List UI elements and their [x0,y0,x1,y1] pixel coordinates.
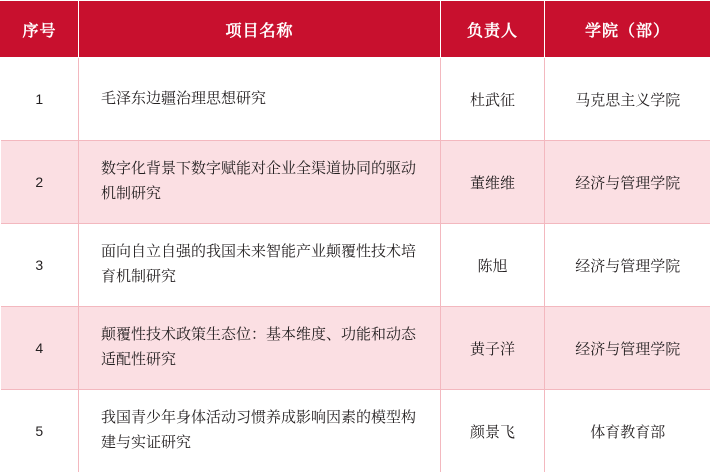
cell-index: 3 [1,224,79,307]
cell-leader: 董维维 [441,141,545,224]
table-header [1,1,710,58]
cell-college: 体育教育部 [545,390,710,472]
cell-leader: 陈旭 [441,224,545,307]
cell-index: 2 [1,141,79,224]
cell-college: 经济与管理学院 [545,307,710,390]
cell-leader: 颜景飞 [441,390,545,472]
cell-index: 5 [1,390,79,472]
cell-project-name: 面向自立自强的我国未来智能产业颠覆性技术培育机制研究 [79,224,441,307]
table-row [1,307,710,390]
cell-project-name: 我国青少年身体活动习惯养成影响因素的模型构建与实证研究 [79,390,441,472]
cell-project-name: 数字化背景下数字赋能对企业全渠道协同的驱动机制研究 [79,141,441,224]
cell-leader: 黄子洋 [441,307,545,390]
table-body [1,58,710,472]
cell-project-name: 颠覆性技术政策生态位：基本维度、功能和动态适配性研究 [79,307,441,390]
cell-college: 马克思主义学院 [545,58,710,141]
column-header-index: 序号 [1,1,79,58]
table-header-row [1,1,710,58]
cell-college: 经济与管理学院 [545,141,710,224]
column-header-project-name: 项目名称 [79,1,441,58]
table-row [1,141,710,224]
column-header-college: 学院（部） [545,1,710,58]
cell-leader: 杜武征 [441,58,545,141]
cell-college: 经济与管理学院 [545,224,710,307]
column-header-leader: 负责人 [441,1,545,58]
table-row [1,58,710,141]
cell-index: 1 [1,58,79,141]
cell-project-name: 毛泽东边疆治理思想研究 [79,58,441,141]
cell-index: 4 [1,307,79,390]
table-row [1,224,710,307]
